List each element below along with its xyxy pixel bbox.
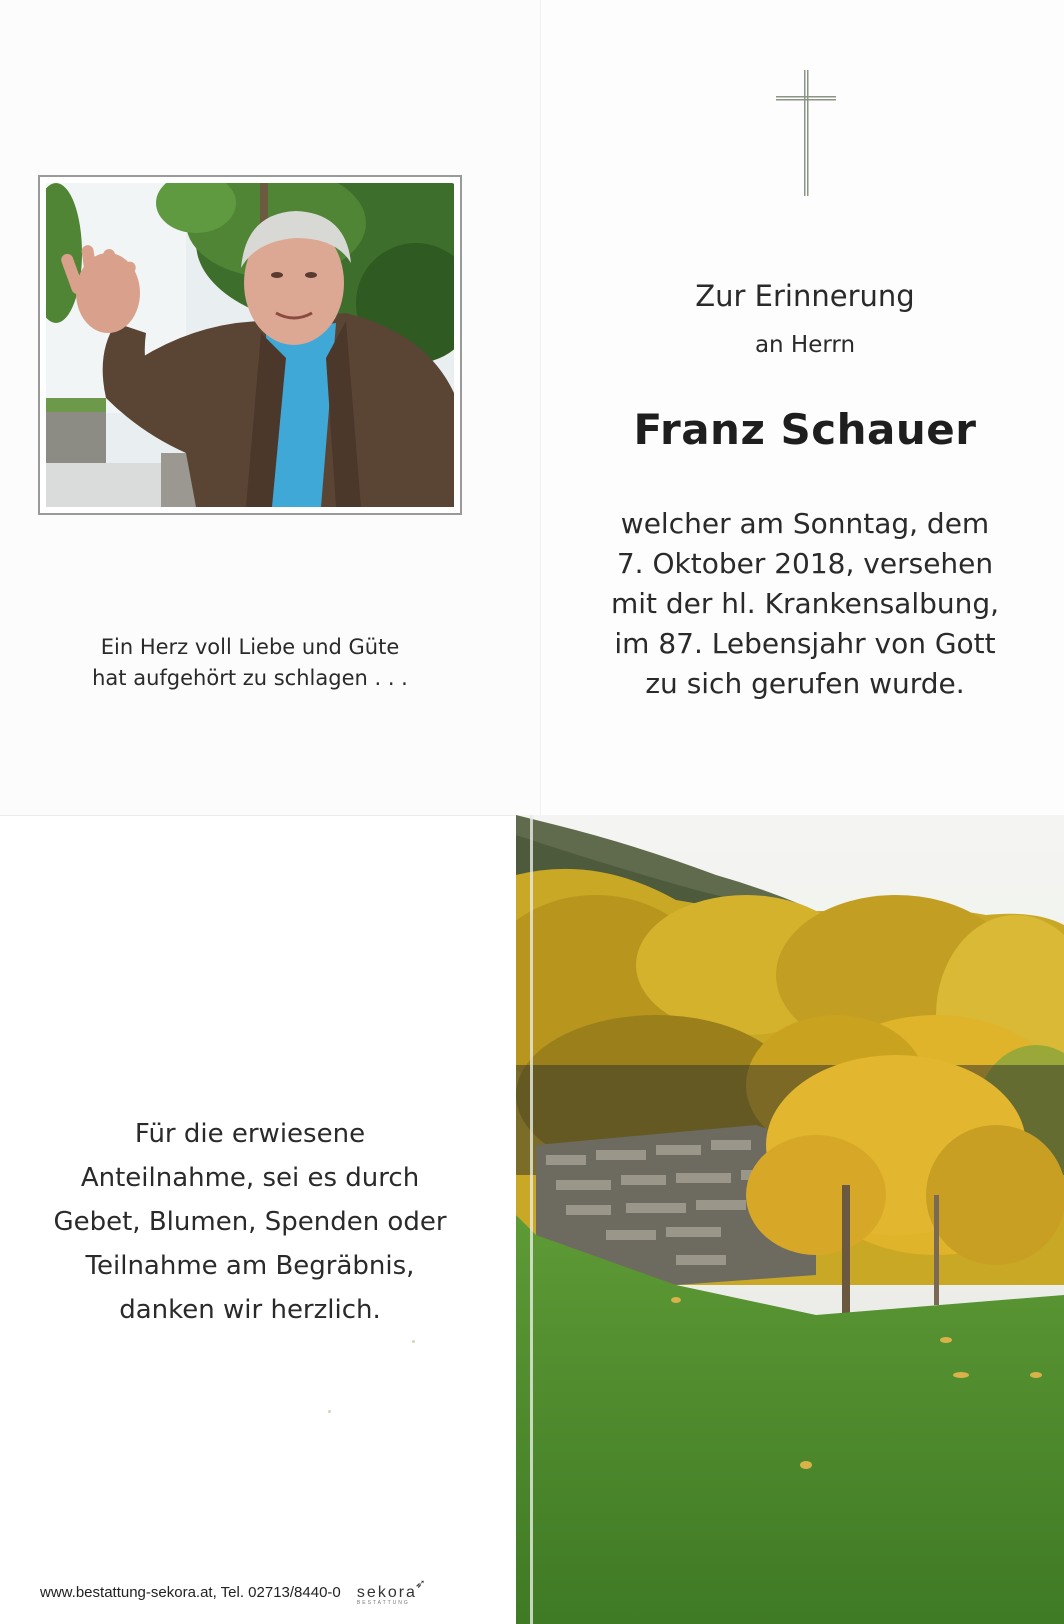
vineyard-illustration	[516, 815, 1064, 1624]
notice-line: mit der hl. Krankensalbung,	[610, 587, 1000, 620]
cross-icon	[774, 68, 838, 198]
quote-line: Ein Herz voll Liebe und Güte	[100, 635, 400, 659]
portrait-illustration	[46, 183, 454, 507]
memorial-heading: Zur Erinnerung	[695, 279, 915, 313]
logo-text: sekora	[356, 1584, 417, 1601]
footer-contact: www.bestattung-sekora.at, Tel. 02713/8440-0	[40, 1584, 341, 1601]
logo-subtext: BESTATTUNG	[356, 1600, 410, 1606]
notice-line: zu sich gerufen wurde.	[645, 667, 965, 700]
funeral-home-logo	[356, 1576, 428, 1606]
vertical-fold-line	[540, 0, 541, 815]
thanks-line: Für die erwiesene	[134, 1119, 366, 1149]
deceased-name: Franz Schauer	[633, 405, 977, 454]
thanks-line: Teilnahme am Begräbnis,	[85, 1251, 415, 1281]
notice-line: im 87. Lebensjahr von Gott	[614, 627, 996, 660]
death-notice-text	[580, 504, 1030, 704]
memorial-quote	[40, 632, 460, 694]
quote-line: hat aufgehört zu schlagen . . .	[92, 666, 408, 690]
funeral-home-footer	[40, 1576, 428, 1606]
notice-line: welcher am Sonntag, dem	[620, 507, 990, 540]
thanks-line: Anteilnahme, sei es durch	[80, 1163, 420, 1193]
memorial-subheading: an Herrn	[754, 332, 856, 358]
portrait-photo	[46, 183, 454, 507]
portrait-frame	[38, 175, 462, 515]
bird-icon: ➶	[414, 1576, 428, 1591]
thanks-line: danken wir herzlich.	[119, 1295, 381, 1325]
thanks-message	[30, 1112, 470, 1332]
vineyard-photo	[516, 815, 1064, 1624]
thanks-line: Gebet, Blumen, Spenden oder	[53, 1207, 447, 1237]
notice-line: 7. Oktober 2018, versehen	[616, 547, 994, 580]
